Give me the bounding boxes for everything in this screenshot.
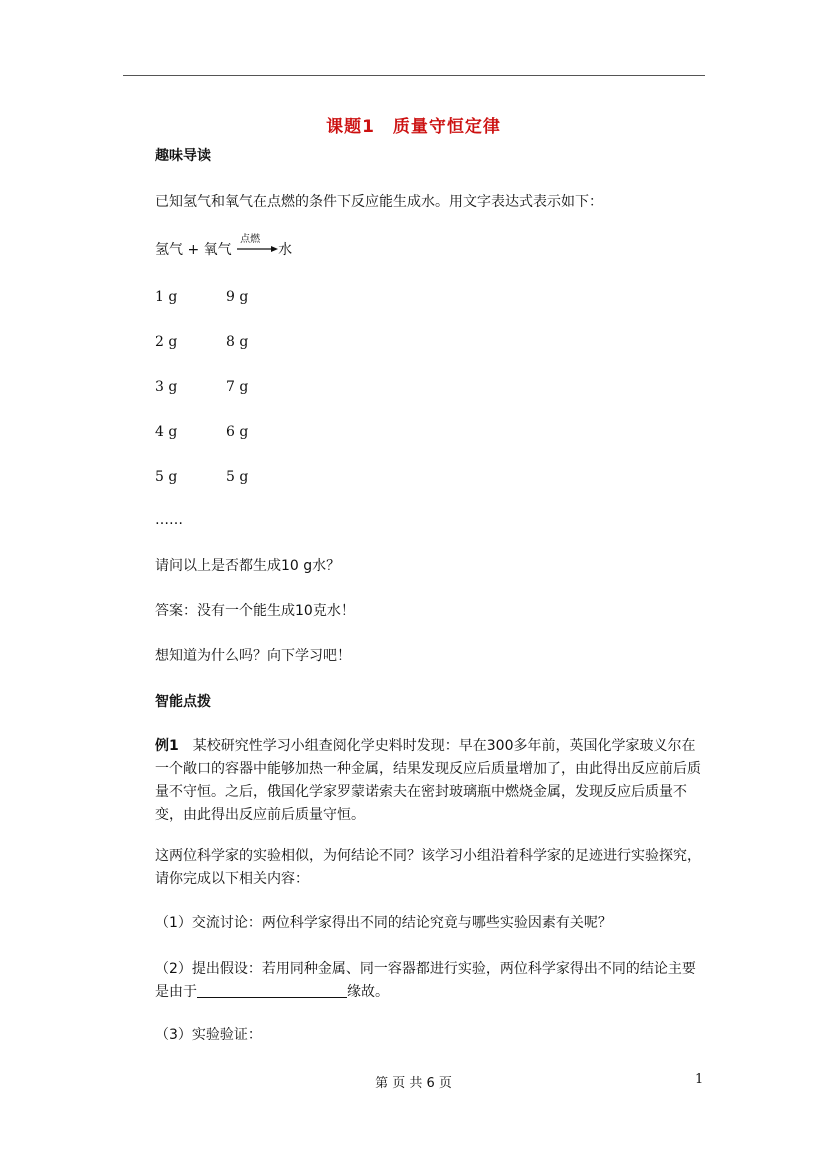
footer-page-info: 第 页 共 6 页: [375, 1076, 452, 1091]
row-h2-5: 5 g: [155, 469, 178, 485]
footer-page-number: 1: [695, 1072, 704, 1087]
word-equation: [155, 234, 293, 260]
answer-blank[interactable]: [197, 983, 347, 998]
section-heading-intro: 趣味导读: [155, 148, 211, 164]
example-text: 某校研究性学习小组查阅化学史料时发现：早在300多年前，英国化学家玻义尔在一个敞口的容器中能够加热一种金属，结果发现反应后质量增加了，由此得出反应前后质量不守恒。之后，俄国化学家罗蒙诺索夫在密封玻璃瓶中燃烧金属，发现反应后质量不变，由此得出反应前后质量守恒。: [155, 738, 701, 823]
prompt-text: 想知道为什么吗？向下学习吧！: [155, 648, 351, 664]
intro-text: 已知氢气和氧气在点燃的条件下反应能生成水。用文字表达式表示如下：: [155, 194, 603, 210]
question-2-text: （2）提出假设：若用同种金属、同一容器都进行实验，两位科学家得出不同的结论主要是由于: [155, 961, 696, 1000]
row-o2-2: 8 g: [226, 334, 249, 350]
equation-product: 水: [278, 242, 293, 258]
row-o2-3: 7 g: [226, 379, 249, 395]
question-2-suffix: 缘故。: [347, 984, 389, 1000]
page-title: [0, 112, 827, 137]
example-paragraph: [155, 735, 703, 827]
ellipsis: ……: [155, 512, 183, 528]
reaction-arrow: [236, 234, 278, 260]
example-label: 例1: [155, 738, 179, 754]
row-h2-4: 4 g: [155, 424, 178, 440]
title-lesson-number: 课题1: [326, 117, 375, 137]
header-rule: [123, 75, 705, 76]
section-heading-tips: 智能点拨: [155, 694, 211, 710]
question-2: [155, 958, 703, 1004]
row-h2-1: 1 g: [155, 289, 178, 305]
question-text: 请问以上是否都生成10 g水？: [155, 558, 341, 574]
row-o2-1: 9 g: [226, 289, 249, 305]
row-o2-4: 6 g: [226, 424, 249, 440]
answer-text: 答案：没有一个能生成10克水！: [155, 603, 355, 619]
row-h2-2: 2 g: [155, 334, 178, 350]
discussion-text: 这两位科学家的实验相似，为何结论不同？该学习小组沿着科学家的足迹进行实验探究，请你完成以下相关内容：: [155, 848, 701, 887]
question-3: （3）实验验证：: [155, 1027, 262, 1043]
reaction-condition: 点燃: [240, 234, 261, 245]
discussion-paragraph: [155, 845, 703, 891]
equation-reactants: 氢气 + 氧气: [155, 242, 232, 258]
title-topic: 质量守恒定律: [392, 117, 501, 137]
question-1: （1）交流讨论：两位科学家得出不同的结论究竟与哪些实验因素有关呢？: [155, 915, 612, 931]
row-h2-3: 3 g: [155, 379, 178, 395]
row-o2-5: 5 g: [226, 469, 249, 485]
arrow-icon: [236, 244, 278, 254]
